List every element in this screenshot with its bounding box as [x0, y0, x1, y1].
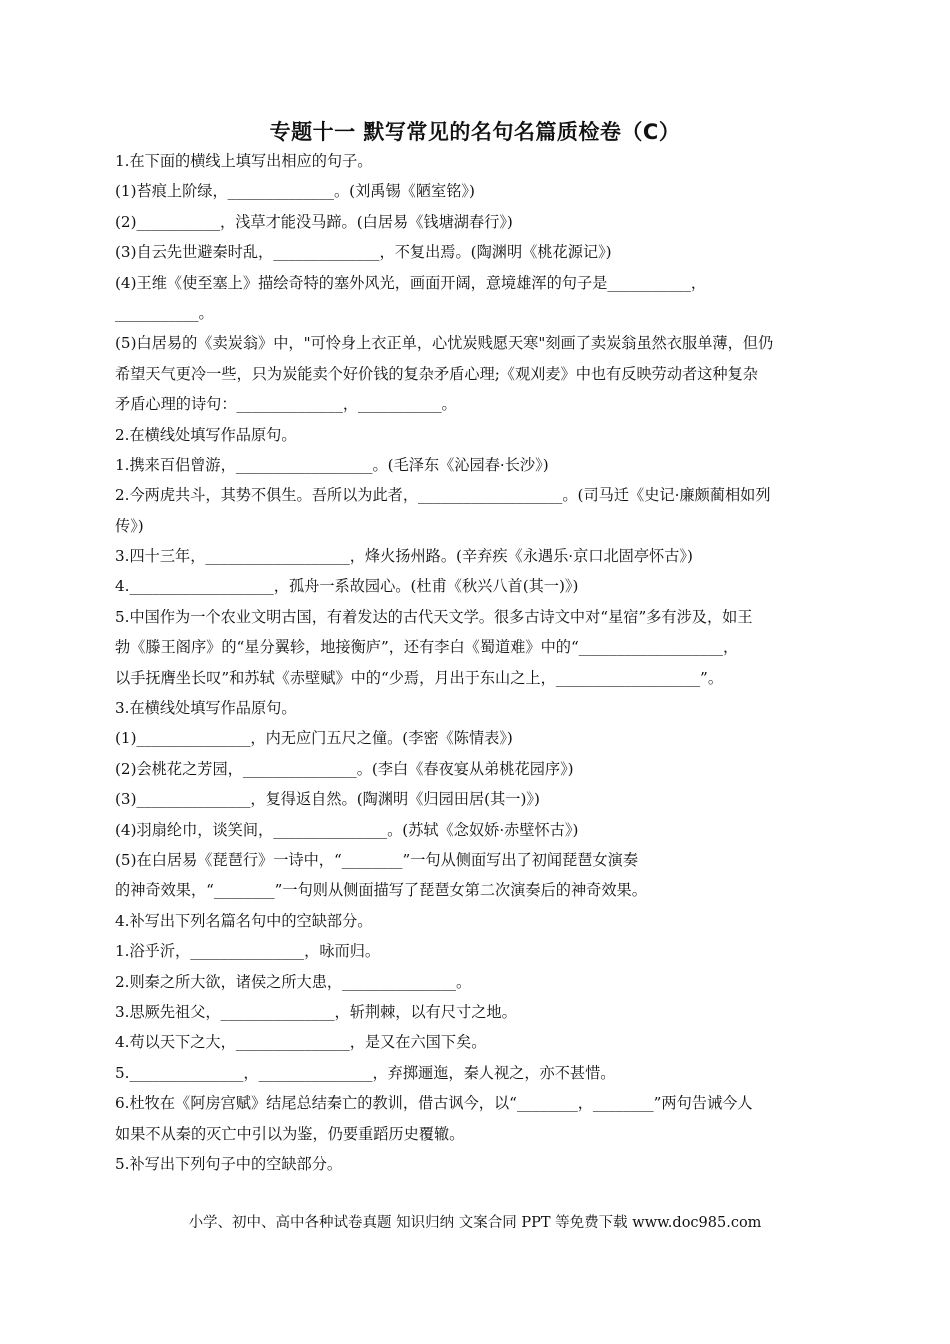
question-line: 2.则秦之所大欲，诸侯之所大患，_______________。	[115, 972, 472, 991]
section-heading: 1.在下面的横线上填写出相应的句子。	[115, 152, 373, 170]
question-line: 1.浴乎沂，_______________，咏而归。	[115, 942, 381, 961]
question-line: 5._______________，_______________，弃掷逦迤，秦人视之，亦不甚惜。	[115, 1063, 616, 1082]
question-line: 如果不从秦的灭亡中引以为鉴，仍要重蹈历史覆辙。	[115, 1124, 465, 1143]
question-line: ___________。	[115, 303, 214, 322]
question-line: 5.中国作为一个农业文明古国，有着发达的古代天文学。很多古诗文中对“星宿”多有涉及，如王	[115, 607, 753, 626]
question-line: 4.苟以天下之大，_______________，是又在六国下矣。	[115, 1033, 487, 1052]
question-line: 4.___________________，孤舟一系故园心。(杜甫《秋兴八首(其一)》)	[115, 577, 579, 596]
question-line: 希望天气更冷一些，只为炭能卖个好价钱的复杂矛盾心理;《观刈麦》中也有反映劳动者这种复杂	[115, 364, 758, 383]
question-line: 以手抚膺坐长叹”和苏轼《赤壁赋》中的“少焉，月出于东山之上，___________________”。	[115, 668, 724, 687]
question-line: (5)白居易的《卖炭翁》中，"可怜身上衣正单，心忧炭贱愿天寒"刻画了卖炭翁虽然衣服单薄，但仍	[115, 334, 774, 353]
question-line: 传》)	[115, 516, 144, 535]
question-line: 2.今两虎共斗，其势不俱生。吾所以为此者，___________________。(司马迁《史记·廉颇蔺相如列	[115, 486, 771, 505]
question-line: (3)_______________，复得返自然。(陶渊明《归园田居(其一)》)	[115, 790, 540, 809]
page-title: 专题十一 默写常见的名句名篇质检卷（C）	[269, 120, 681, 144]
question-line: 勃《滕王阁序》的“星分翼轸，地接衡庐”，还有李白《蜀道难》中的“___________________，	[115, 638, 739, 657]
question-line: 1.携来百侣曾游，__________________。(毛泽东《沁园春·长沙》)	[115, 455, 549, 474]
section-heading: 4.补写出下列名篇名句中的空缺部分。	[115, 911, 373, 930]
section-heading: 2.在横线处填写作品原句。	[115, 425, 297, 444]
question-line: 矛盾心理的诗句：______________，___________。	[115, 395, 457, 414]
question-line: 的神奇效果，“________”一句则从侧面描写了琵琶女第二次演奏后的神奇效果。	[115, 881, 647, 900]
question-line: 3.思厥先祖父，_______________，斩荆棘，以有尺寸之地。	[115, 1002, 517, 1021]
page-footer: 小学、初中、高中各种试卷真题 知识归纳 文案合同 PPT 等免费下载 www.doc985.com	[188, 1215, 762, 1231]
question-line: (2)___________，浅草才能没马蹄。(白居易《钱塘湖春行》)	[115, 212, 513, 231]
question-line: 6.杜牧在《阿房宫赋》结尾总结秦亡的教训，借古讽今，以“________，________”两句告诫今人	[115, 1094, 753, 1113]
question-line: (5)在白居易《琵琶行》一诗中，“________”一句从侧面写出了初闻琵琶女演奏	[115, 850, 639, 869]
question-line: 3.四十三年，___________________，烽火扬州路。(辛弃疾《永遇乐·京口北固亭怀古》)	[115, 547, 693, 566]
question-line: (2)会桃花之芳园，_______________。(李白《春夜宴从弟桃花园序》)	[115, 759, 574, 778]
question-line: (3)自云先世避秦时乱，______________，不复出焉。(陶渊明《桃花源记》)	[115, 243, 612, 262]
question-line: (4)羽扇纶巾，谈笑间，_______________。(苏轼《念奴娇·赤壁怀古》)	[115, 820, 579, 839]
document-body	[115, 146, 840, 1179]
question-line: (1)苔痕上阶绿，______________。(刘禹锡《陋室铭》)	[115, 182, 475, 201]
question-line: (1)_______________，内无应门五尺之僮。(李密《陈情表》)	[115, 729, 513, 748]
section-heading: 3.在横线处填写作品原句。	[115, 699, 297, 718]
question-line: (4)王维《使至塞上》描绘奇特的塞外风光，画面开阔，意境雄浑的句子是___________，	[115, 273, 707, 292]
section-heading: 5.补写出下列句子中的空缺部分。	[115, 1154, 343, 1173]
